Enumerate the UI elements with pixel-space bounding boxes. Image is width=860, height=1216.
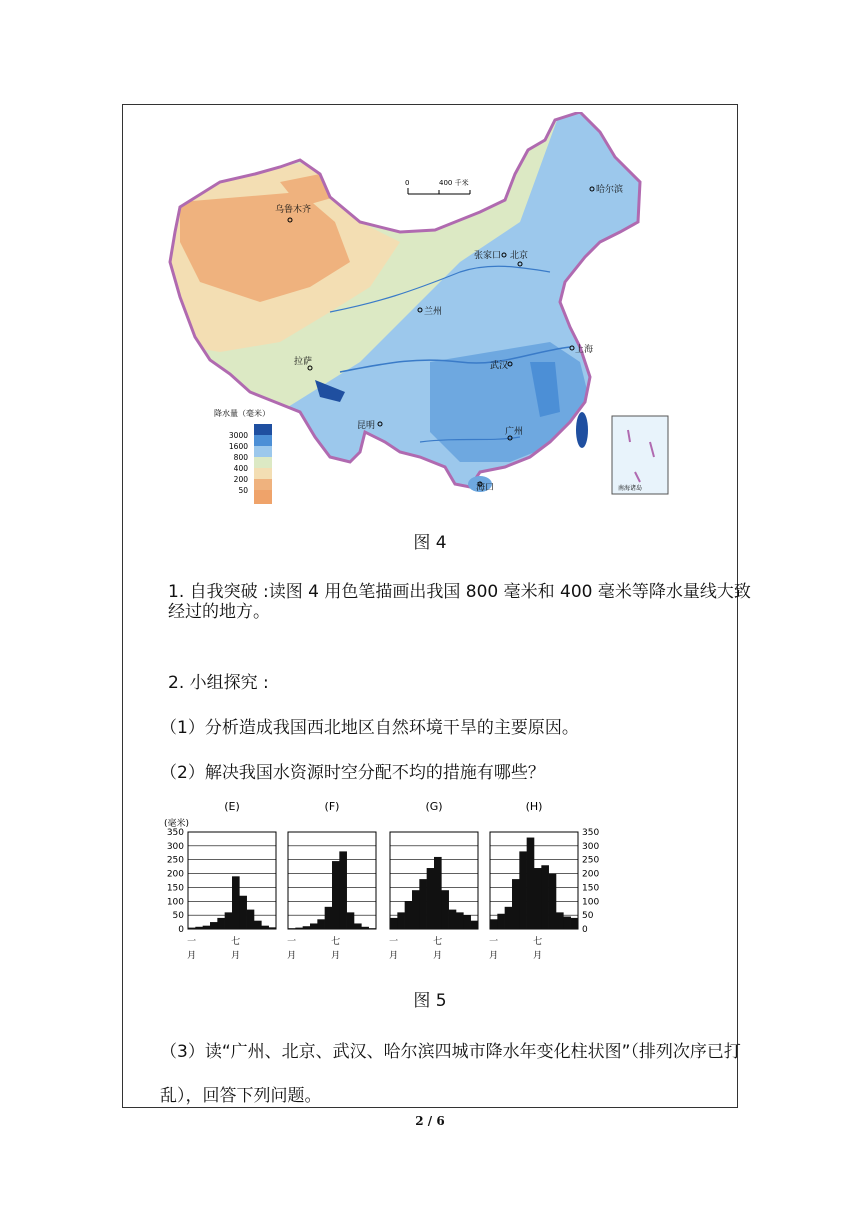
bar: [471, 921, 479, 929]
bar: [325, 907, 333, 929]
bar: [497, 914, 505, 929]
bar: [534, 868, 542, 929]
city-label: 广州: [505, 427, 524, 437]
bar: [203, 926, 211, 929]
x-tick-label: 七: [231, 937, 241, 947]
bar: [361, 927, 369, 929]
city-label: 昆明: [357, 421, 376, 431]
bar: [239, 896, 247, 929]
x-tick-label: 月: [389, 951, 399, 961]
bar: [347, 912, 355, 929]
bar: [549, 874, 557, 929]
svg-text:1600: 1600: [228, 442, 248, 451]
bar: [369, 928, 377, 929]
bar: [254, 921, 262, 929]
bar: [427, 868, 435, 929]
bar: [419, 879, 427, 929]
x-tick-label: 七: [331, 937, 341, 947]
bar: [541, 865, 549, 929]
y-tick-label-left: 50: [172, 911, 184, 922]
bar: [217, 918, 225, 929]
y-tick-label-right: 150: [582, 883, 600, 894]
svg-text:50: 50: [238, 486, 248, 495]
y-tick-label-right: 250: [582, 855, 600, 866]
bar: [519, 851, 527, 929]
bar: [354, 923, 362, 929]
figure-5-caption: 图 5: [413, 991, 447, 1011]
y-tick-label-left: 200: [166, 869, 184, 880]
chart-title: (G): [425, 800, 443, 813]
bar: [295, 928, 303, 929]
city-label: 拉萨: [294, 357, 313, 367]
y-tick-label-right: 350: [582, 828, 600, 838]
y-tick-label-left: 100: [166, 897, 184, 908]
x-tick-label: 月: [331, 951, 341, 961]
chart-title: (E): [224, 800, 240, 813]
map-legend: [214, 408, 272, 504]
svg-text:200: 200: [233, 475, 248, 484]
x-tick-label: 一: [187, 937, 197, 947]
y-tick-label-left: 350: [166, 828, 184, 838]
x-tick-label: 月: [533, 951, 543, 961]
y-tick-label-left: 300: [166, 841, 184, 852]
bar: [441, 890, 449, 929]
bar: [288, 928, 296, 929]
bar: [434, 857, 442, 929]
bar: [490, 919, 498, 929]
x-tick-label: 月: [489, 951, 499, 961]
x-tick-label: 月: [433, 951, 443, 961]
svg-text:0: 0: [405, 179, 410, 187]
bar: [563, 917, 571, 929]
bar: [261, 926, 269, 929]
chart-title: (H): [525, 800, 543, 813]
svg-text:800: 800: [233, 453, 248, 462]
bar: [310, 923, 318, 929]
svg-text:400: 400: [233, 464, 248, 473]
x-tick-label: 月: [287, 951, 297, 961]
south-china-sea-inset: [612, 416, 668, 494]
svg-text:南海诸岛: 南海诸岛: [618, 485, 643, 492]
y-tick-label-right: 300: [582, 841, 600, 852]
city-label: 兰州: [424, 307, 443, 317]
y-unit-label: (毫米): [164, 819, 190, 829]
question-2: 2. 小组探究 :: [168, 673, 269, 693]
bar: [527, 838, 535, 929]
city-label: 武汉: [490, 361, 509, 371]
city-label: 乌鲁木齐: [275, 205, 312, 215]
bar: [317, 919, 325, 929]
bar: [210, 922, 218, 929]
x-tick-label: 月: [187, 951, 197, 961]
figure-4-caption: 图 4: [413, 533, 447, 553]
precipitation-map: [160, 112, 680, 510]
bar: [397, 912, 405, 929]
y-tick-label-right: 100: [582, 897, 600, 908]
bar: [571, 918, 579, 929]
bar: [225, 912, 233, 929]
bar: [463, 915, 471, 929]
bar: [405, 901, 413, 929]
y-tick-label-right: 200: [582, 869, 600, 880]
bar: [332, 861, 340, 929]
y-tick-label-left: 0: [178, 925, 184, 935]
question-1: 1. 自我突破 :读图 4 用色笔描画出我国 800 毫米和 400 毫米等降水量线大致经过的地方。: [168, 582, 751, 622]
x-tick-label: 一: [489, 937, 499, 947]
x-tick-label: 一: [389, 937, 399, 947]
bar: [505, 907, 513, 929]
page-number: 2 / 6: [415, 1114, 445, 1128]
bar: [412, 890, 420, 929]
bar: [232, 876, 240, 929]
y-tick-label-right: 0: [582, 925, 588, 935]
bar: [269, 927, 277, 929]
precipitation-bar-charts: [164, 796, 614, 962]
question-2-2: （2）解决我国水资源时空分配不均的措施有哪些？: [160, 763, 545, 783]
x-tick-label: 月: [231, 951, 241, 961]
y-tick-label-left: 150: [166, 883, 184, 894]
question-3: （3）读“广州、北京、武汉、哈尔滨四城市降水年变化柱状图”（排列次序已打乱），回答下列问题。: [160, 1042, 741, 1106]
city-label: 哈尔滨: [596, 185, 624, 195]
x-tick-label: 七: [433, 937, 443, 947]
chart-title: (F): [324, 800, 340, 813]
svg-text:3000: 3000: [228, 431, 248, 440]
bar: [247, 910, 255, 929]
scale-bar: [405, 178, 470, 194]
city-label: 张家口: [474, 251, 502, 261]
bar: [188, 928, 196, 929]
bar: [195, 927, 203, 929]
bar: [303, 926, 311, 929]
question-2-1: （1）分析造成我国西北地区自然环境干旱的主要原因。: [160, 718, 579, 738]
svg-text:400 千米: 400 千米: [439, 179, 469, 187]
svg-text:降水量（毫米）: 降水量（毫米）: [214, 409, 270, 418]
bar: [390, 918, 398, 929]
bar: [339, 851, 347, 929]
city-label: 北京: [510, 251, 529, 261]
city-label: 上海: [575, 345, 594, 355]
bar: [512, 879, 520, 929]
y-tick-label-right: 50: [582, 911, 594, 922]
x-tick-label: 一: [287, 937, 297, 947]
y-tick-label-left: 250: [166, 855, 184, 866]
bar: [456, 912, 464, 929]
city-label: 海口: [476, 483, 495, 493]
bar: [556, 912, 564, 929]
bar: [449, 910, 457, 929]
x-tick-label: 七: [533, 937, 543, 947]
